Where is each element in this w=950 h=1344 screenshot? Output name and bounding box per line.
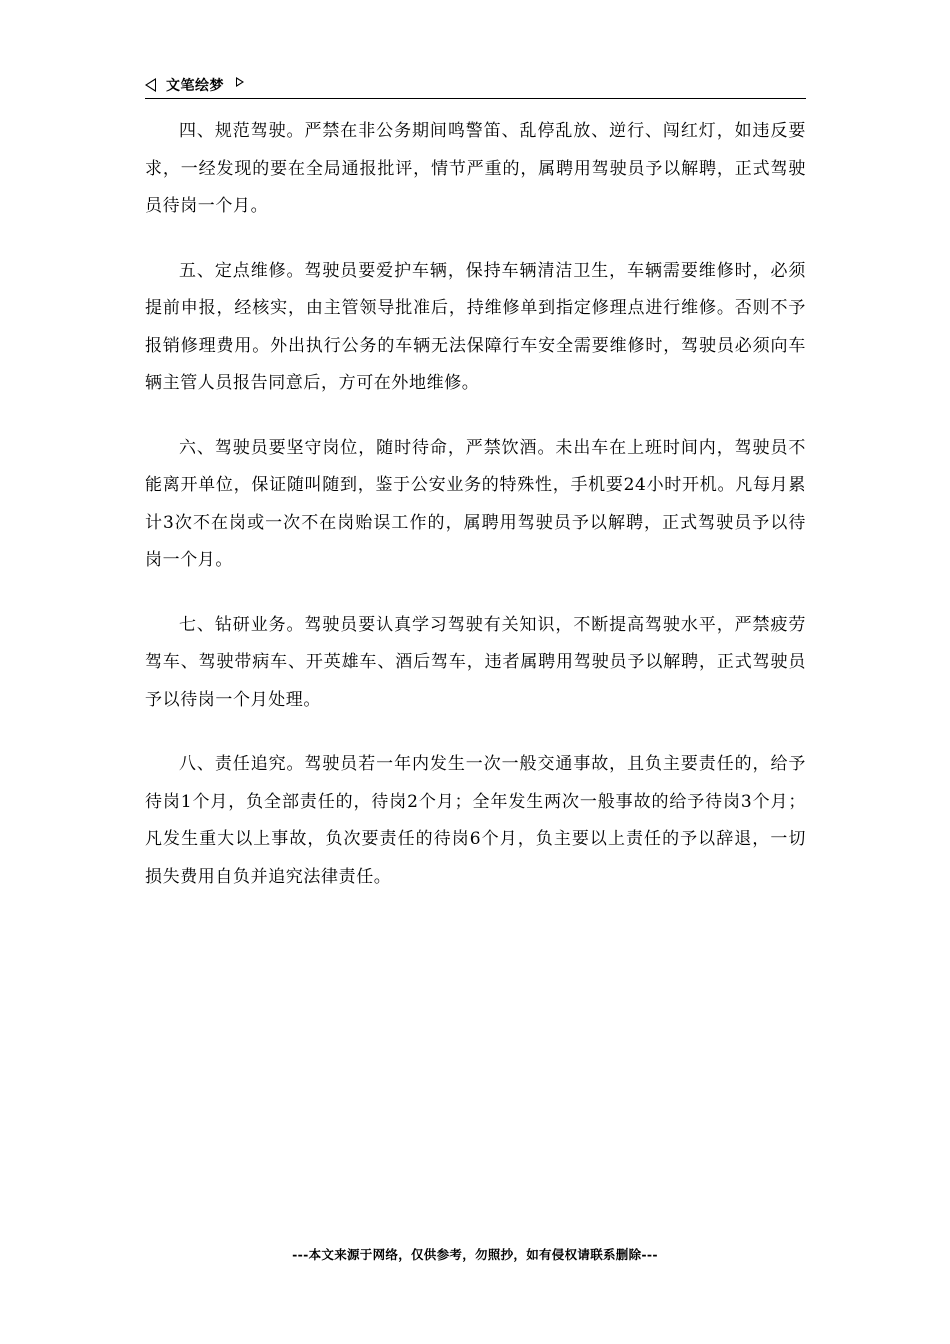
right-triangle-icon	[236, 77, 244, 87]
left-triangle-icon	[145, 78, 156, 92]
document-body	[145, 113, 806, 923]
page-header	[145, 72, 806, 99]
paragraph-4: 四、规范驾驶。严禁在非公务期间鸣警笛、乱停乱放、逆行、闯红灯，如违反要求，一经发现的要在全局通报批评，情节严重的，属聘用驾驶员予以解聘，正式驾驶员待岗一个月。	[145, 121, 806, 216]
paragraph-6: 六、驾驶员要坚守岗位，随时待命，严禁饮酒。未出车在上班时间内，驾驶员不能离开单位，保证随叫随到，鉴于公安业务的特殊性，手机要24小时开机。凡每月累计3次不在岗或一次不在岗贻误工作的，属聘用驾驶员予以解聘，正式驾驶员予以待岗一个月。	[145, 437, 806, 570]
paragraph-8: 八、责任追究。驾驶员若一年内发生一次一般交通事故，且负主要责任的，给予待岗1个月，负全部责任的，待岗2个月；全年发生两次一般事故的给予待岗3个月；凡发生重大以上事故，负次要责任的待岗6个月，负主要以上责任的予以辞退，一切损失费用自负并追究法律责任。	[145, 754, 806, 887]
paragraph-5: 五、定点维修。驾驶员要爱护车辆，保持车辆清洁卫生，车辆需要维修时，必须提前申报，经核实，由主管领导批准后，持维修单到指定修理点进行维修。否则不予报销修理费用。外出执行公务的车辆无法保障行车安全需要维修时，驾驶员必须向车辆主管人员报告同意后，方可在外地维修。	[145, 260, 806, 393]
paragraph-7: 七、钻研业务。驾驶员要认真学习驾驶有关知识，不断提高驾驶水平，严禁疲劳驾车、驾驶带病车、开英雄车、酒后驾车，违者属聘用驾驶员予以解聘，正式驾驶员予以待岗一个月处理。	[145, 614, 806, 710]
header-brand: 文笔绘梦	[166, 78, 224, 94]
page-footer-disclaimer: ---本文来源于网络，仅供参考，勿照抄，如有侵权请联系删除---	[292, 1247, 658, 1262]
